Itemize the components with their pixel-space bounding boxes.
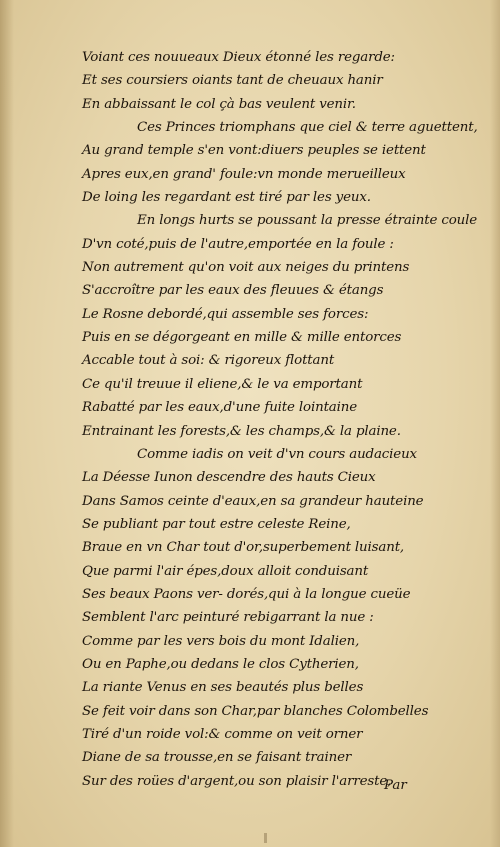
poem-line: Comme iadis on veit d'vn cours audacieux (137, 446, 417, 462)
poem-line: Tiré d'un roide vol:& comme on veit orner (82, 726, 363, 742)
poem-line: Voiant ces nouueaux Dieux étonné les regarde: (82, 50, 395, 65)
poem-line: Se feit voir dans son Char,par blanches Colombelles (82, 703, 429, 719)
poem-line: D'vn coté,puis de l'autre,emportée en la foule : (82, 236, 394, 252)
poem-line: Entrainant les forests,& les champs,& la plaine. (82, 423, 401, 439)
poem-line: Sur des roües d'argent,ou son plaisir l'arreste, (82, 773, 392, 789)
poem-line: Ces Princes triomphans que ciel & terre aguettent, (137, 120, 478, 136)
poem-line: Le Rosne debordé,qui assemble ses forces: (82, 306, 369, 322)
poem-line: Semblent l'arc peinturé rebigarrant la nue : (82, 610, 374, 626)
poem-line: Dans Samos ceinte d'eaux,en sa grandeur hauteine (82, 493, 424, 509)
ink-smudge (264, 833, 267, 843)
catchword: Par (384, 778, 407, 793)
poem-line: Non autrement qu'on voit aux neiges du printens (82, 260, 410, 276)
poem-line: Ce qu'il treuue il eliene,& le va emportant (82, 376, 363, 392)
poem-line: Rabatté par les eaux,d'une fuite lointaine (82, 400, 358, 416)
poem-line: De loing les regardant est tiré par les yeux. (82, 190, 371, 206)
poem-line: La riante Venus en ses beautés plus belles (82, 680, 364, 696)
poem-line: Apres eux,en grand' foule:vn monde merueilleux (82, 166, 406, 182)
poem-line: Ou en Paphe,ou dedans le clos Cytherien, (82, 656, 359, 672)
poem-line: En longs hurts se poussant la presse étrainte coule (137, 213, 478, 229)
poem-line: Accable tout à soi: & rigoreux flottant (82, 353, 335, 369)
poem-line: Se publiant par tout estre celeste Reine, (82, 516, 351, 532)
poem-line: Au grand temple s'en vont:diuers peuples se iettent (82, 143, 426, 159)
poem-line: S'accroître par les eaux des fleuues & étangs (82, 283, 384, 299)
poem-line: Puis en se dégorgeant en mille & mille entorces (82, 330, 402, 346)
poem-line: Diane de sa trousse,en se faisant trainer (82, 750, 352, 766)
poem-line: Braue en vn Char tout d'or,superbement luisant, (82, 540, 405, 556)
poem-line: Que parmi l'air épes,doux alloit conduisant (82, 563, 369, 579)
poem-line: En abbaissant le col çà bas veulent venir. (82, 96, 356, 112)
poem-line: Comme par les vers bois du mont Idalien, (82, 633, 360, 649)
poem-text-block (82, 46, 492, 793)
poem-line: Ses beaux Paons ver- dorés,qui à la longue cueüe (82, 586, 411, 602)
poem-line: La Déesse Iunon descendre des hauts Cieux (82, 470, 376, 486)
poem-line: Et ses coursiers oiants tant de cheuaux hanir (82, 73, 383, 89)
